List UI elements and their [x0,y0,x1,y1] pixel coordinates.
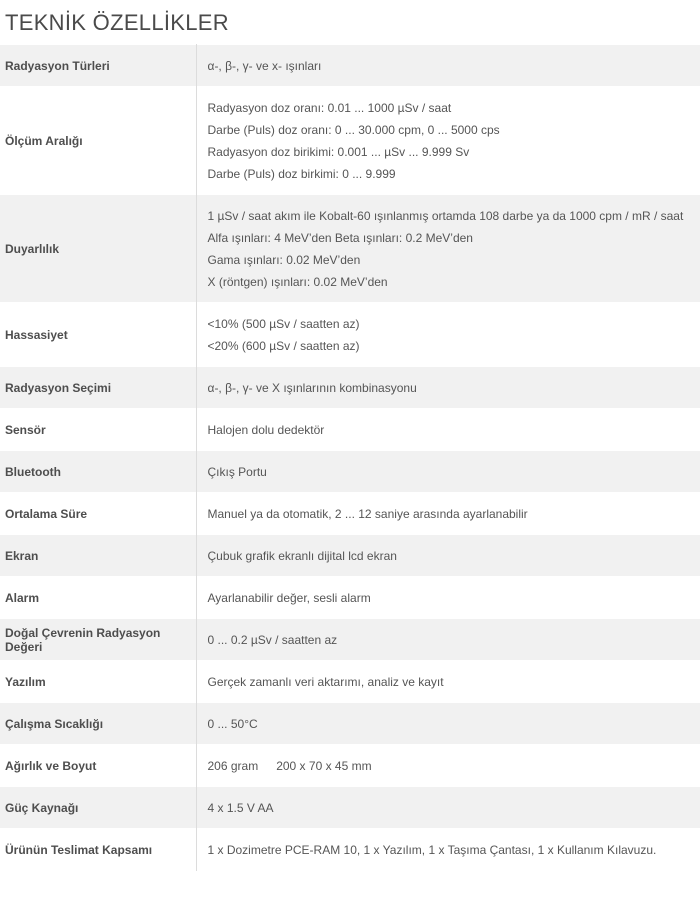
row-label: Ürünün Teslimat Kapsamı [0,829,196,871]
row-value [196,409,700,451]
value-line: Gerçek zamanlı veri aktarımı, analiz ve kayıt [207,674,444,689]
value-line: 0 ... 50°C [207,716,258,731]
value-line: Çıkış Portu [207,464,267,479]
value-line: Halojen dolu dedektör [207,422,325,437]
table-row [0,87,700,195]
row-value [196,661,700,703]
size-value: 200 x 70 x 45 mm [276,758,372,773]
row-label: Yazılım [0,661,196,703]
value-line: Radyasyon doz oranı: 0.01 ... 1000 µSv / saat [207,100,452,115]
value-line: <10% (500 µSv / saatten az) [207,316,360,331]
row-label: Doğal Çevrenin Radyasyon Değeri [0,619,196,661]
table-row [0,451,700,493]
value-line: α-, β-, γ- ve X ışınlarının kombinasyonu [207,380,417,395]
row-label: Ağırlık ve Boyut [0,745,196,787]
row-label: Bluetooth [0,451,196,493]
table-row [0,745,700,787]
value-line: 1 µSv / saat akım ile Kobalt-60 ışınlanmış ortamda 108 darbe ya da 1000 cpm / mR / saat [207,208,684,223]
value-line [208,755,700,777]
page-title: TEKNİK ÖZELLİKLER [5,10,229,35]
weight-value: 206 gram [207,758,259,773]
row-label: Radyasyon Seçimi [0,367,196,409]
table-row [0,195,700,303]
table-row [0,577,700,619]
value-line: α-, β-, γ- ve x- ışınları [207,58,322,73]
value-line: 0 ... 0.2 µSv / saatten az [207,632,338,647]
row-value [196,367,700,409]
row-value [196,577,700,619]
row-value [196,787,700,829]
row-value [196,45,700,87]
row-label: Ölçüm Aralığı [0,87,196,195]
row-value [196,303,700,367]
value-line: Ayarlanabilir değer, sesli alarm [207,590,371,605]
row-label: Duyarlılık [0,195,196,303]
row-value [196,535,700,577]
row-label: Ekran [0,535,196,577]
value-line: Alfa ışınları: 4 MeV’den Beta ışınları: 0.2 MeV’den [207,230,473,245]
value-line: Darbe (Puls) doz birkimi: 0 ... 9.999 [207,166,396,181]
table-row [0,661,700,703]
row-value [196,195,700,303]
table-row [0,619,700,661]
row-label: Çalışma Sıcaklığı [0,703,196,745]
row-value [196,87,700,195]
value-line: X (röntgen) ışınları: 0.02 MeV’den [207,274,388,289]
row-value [196,619,700,661]
value-line: Çubuk grafik ekranlı dijital lcd ekran [207,548,397,563]
table-row [0,409,700,451]
spec-table [0,44,700,871]
value-line: <20% (600 µSv / saatten az) [207,338,360,353]
table-row [0,493,700,535]
value-line: 1 x Dozimetre PCE-RAM 10, 1 x Yazılım, 1 x Taşıma Çantası, 1 x Kullanım Kılavuzu. [207,842,657,857]
row-label: Ortalama Süre [0,493,196,535]
row-label: Radyasyon Türleri [0,45,196,87]
value-line: 4 x 1.5 V AA [207,800,274,815]
row-value [196,703,700,745]
table-row [0,787,700,829]
value-line: Gama ışınları: 0.02 MeV’den [207,252,361,267]
table-row [0,535,700,577]
value-line: Manuel ya da otomatik, 2 ... 12 saniye arasında ayarlanabilir [207,506,528,521]
row-label: Hassasiyet [0,303,196,367]
row-label: Alarm [0,577,196,619]
table-row [0,367,700,409]
table-row [0,703,700,745]
table-row [0,303,700,367]
row-value [196,829,700,871]
row-value [196,451,700,493]
row-label: Sensör [0,409,196,451]
table-row [0,45,700,87]
table-row [0,829,700,871]
row-value [196,493,700,535]
value-line: Radyasyon doz birikimi: 0.001 ... µSv ... 9.999 Sv [207,144,470,159]
row-label: Güç Kaynağı [0,787,196,829]
row-value [196,745,700,787]
value-line: Darbe (Puls) doz oranı: 0 ... 30.000 cpm, 0 ... 5000 cps [207,122,500,137]
